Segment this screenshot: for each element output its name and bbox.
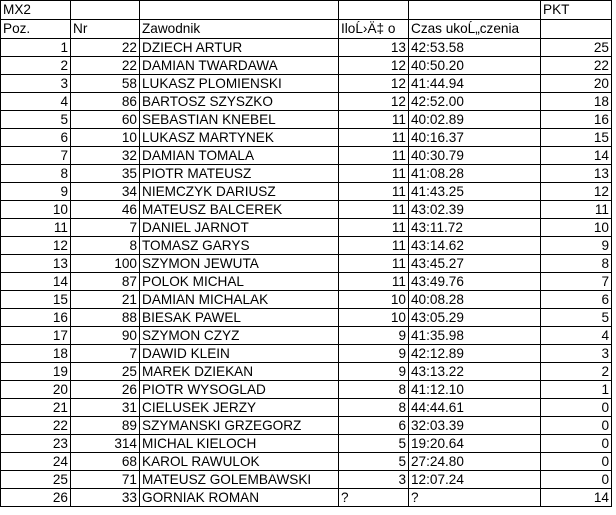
finish-time-cell[interactable]: 43:14.62 xyxy=(409,237,541,255)
number-cell[interactable]: 35 xyxy=(71,165,140,183)
finish-time-cell[interactable]: 19:20.64 xyxy=(409,435,541,453)
column-header-row xyxy=(1,20,612,39)
position-cell[interactable]: 14 xyxy=(1,273,71,291)
points-cell[interactable]: 0 xyxy=(541,417,612,435)
points-cell[interactable]: 0 xyxy=(541,471,612,489)
finish-time-cell[interactable]: 40:50.20 xyxy=(409,57,541,75)
number-cell[interactable]: 60 xyxy=(71,111,140,129)
rider-name-cell[interactable]: DAWID KLEIN xyxy=(140,345,339,363)
finish-time-cell[interactable]: 41:44.94 xyxy=(409,75,541,93)
position-cell[interactable]: 11 xyxy=(1,219,71,237)
finish-time-cell[interactable]: 44:44.61 xyxy=(409,399,541,417)
table-row xyxy=(1,363,612,381)
empty-cell[interactable] xyxy=(541,20,612,39)
laps-cell[interactable]: 12 xyxy=(339,57,409,75)
finish-time-cell[interactable]: 42:12.89 xyxy=(409,345,541,363)
position-cell[interactable]: 1 xyxy=(1,39,71,57)
position-cell[interactable]: 18 xyxy=(1,345,71,363)
points-cell[interactable]: 6 xyxy=(541,291,612,309)
rider-name-cell[interactable]: TOMASZ GARYS xyxy=(140,237,339,255)
position-cell[interactable]: 5 xyxy=(1,111,71,129)
table-row xyxy=(1,75,612,93)
table-row xyxy=(1,345,612,363)
finish-time-cell[interactable]: 32:03.39 xyxy=(409,417,541,435)
finish-time-cell[interactable]: 40:30.79 xyxy=(409,147,541,165)
rider-name-cell[interactable]: SZYMANSKI GRZEGORZ xyxy=(140,417,339,435)
laps-cell[interactable]: 6 xyxy=(339,417,409,435)
table-row xyxy=(1,237,612,255)
rider-name-cell[interactable]: DANIEL JARNOT xyxy=(140,219,339,237)
finish-time-cell[interactable]: 43:45.27 xyxy=(409,255,541,273)
number-cell[interactable]: 26 xyxy=(71,381,140,399)
laps-cell[interactable]: 8 xyxy=(339,381,409,399)
number-cell[interactable]: 32 xyxy=(71,147,140,165)
rider-name-cell[interactable]: DZIECH ARTUR xyxy=(140,39,339,57)
number-cell[interactable]: 33 xyxy=(71,489,140,507)
number-cell[interactable]: 7 xyxy=(71,219,140,237)
number-cell[interactable]: 8 xyxy=(71,237,140,255)
rider-name-cell[interactable]: DAMIAN TWARDAWA xyxy=(140,57,339,75)
rider-name-cell[interactable]: DAMIAN MICHALAK xyxy=(140,291,339,309)
position-cell[interactable]: 17 xyxy=(1,327,71,345)
laps-cell[interactable]: 11 xyxy=(339,219,409,237)
finish-time-cell[interactable]: 41:35.98 xyxy=(409,327,541,345)
laps-cell[interactable]: 13 xyxy=(339,39,409,57)
points-cell[interactable]: 0 xyxy=(541,453,612,471)
rider-name-cell[interactable]: MATEUSZ GOLEMBAWSKI xyxy=(140,471,339,489)
laps-cell[interactable]: 11 xyxy=(339,165,409,183)
table-row xyxy=(1,219,612,237)
empty-cell[interactable] xyxy=(339,1,409,20)
table-row xyxy=(1,435,612,453)
position-cell[interactable]: 7 xyxy=(1,147,71,165)
position-cell[interactable]: 21 xyxy=(1,399,71,417)
points-cell[interactable]: 12 xyxy=(541,183,612,201)
table-row xyxy=(1,111,612,129)
laps-cell[interactable]: ? xyxy=(339,489,409,507)
points-cell[interactable]: 1 xyxy=(541,381,612,399)
finish-time-cell[interactable]: 40:08.28 xyxy=(409,291,541,309)
rider-name-cell[interactable]: BARTOSZ SZYSZKO xyxy=(140,93,339,111)
number-cell[interactable]: 22 xyxy=(71,57,140,75)
number-cell[interactable]: 22 xyxy=(71,39,140,57)
header-laps[interactable]: IloĹ›Ä‡ o xyxy=(339,20,409,39)
rider-name-cell[interactable]: MAREK DZIEKAN xyxy=(140,363,339,381)
position-cell[interactable]: 24 xyxy=(1,453,71,471)
rider-name-cell[interactable]: LUKASZ MARTYNEK xyxy=(140,129,339,147)
laps-cell[interactable]: 11 xyxy=(339,237,409,255)
position-cell[interactable]: 15 xyxy=(1,291,71,309)
position-cell[interactable]: 12 xyxy=(1,237,71,255)
points-cell[interactable]: 16 xyxy=(541,111,612,129)
table-row xyxy=(1,417,612,435)
points-cell[interactable]: 3 xyxy=(541,345,612,363)
position-cell[interactable]: 25 xyxy=(1,471,71,489)
rider-name-cell[interactable]: PIOTR MATEUSZ xyxy=(140,165,339,183)
position-cell[interactable]: 4 xyxy=(1,93,71,111)
rider-name-cell[interactable]: NIEMCZYK DARIUSZ xyxy=(140,183,339,201)
finish-time-cell[interactable]: 12:07.24 xyxy=(409,471,541,489)
header-nr[interactable]: Nr xyxy=(71,20,140,39)
laps-cell[interactable]: 9 xyxy=(339,345,409,363)
finish-time-cell[interactable]: 43:05.29 xyxy=(409,309,541,327)
finish-time-cell[interactable]: 43:02.39 xyxy=(409,201,541,219)
finish-time-cell[interactable]: 27:24.80 xyxy=(409,453,541,471)
table-row xyxy=(1,309,612,327)
position-cell[interactable]: 16 xyxy=(1,309,71,327)
table-row xyxy=(1,453,612,471)
laps-cell[interactable]: 11 xyxy=(339,255,409,273)
laps-cell[interactable]: 11 xyxy=(339,147,409,165)
position-cell[interactable]: 23 xyxy=(1,435,71,453)
position-cell[interactable]: 20 xyxy=(1,381,71,399)
table-row xyxy=(1,39,612,57)
rider-name-cell[interactable]: LUKASZ PLOMIENSKI xyxy=(140,75,339,93)
finish-time-cell[interactable]: 41:08.28 xyxy=(409,165,541,183)
position-cell[interactable]: 10 xyxy=(1,201,71,219)
empty-cell[interactable] xyxy=(71,1,140,20)
number-cell[interactable]: 314 xyxy=(71,435,140,453)
finish-time-cell[interactable]: 40:16.37 xyxy=(409,129,541,147)
points-cell[interactable]: 22 xyxy=(541,57,612,75)
number-cell[interactable]: 25 xyxy=(71,363,140,381)
laps-cell[interactable]: 11 xyxy=(339,129,409,147)
category-row xyxy=(1,1,612,20)
finish-time-cell[interactable]: 41:12.10 xyxy=(409,381,541,399)
number-cell[interactable]: 21 xyxy=(71,291,140,309)
table-row xyxy=(1,147,612,165)
table-row xyxy=(1,165,612,183)
rider-name-cell[interactable]: POLOK MICHAL xyxy=(140,273,339,291)
table-row xyxy=(1,489,612,507)
points-cell[interactable]: 4 xyxy=(541,327,612,345)
position-cell[interactable]: 22 xyxy=(1,417,71,435)
position-cell[interactable]: 26 xyxy=(1,489,71,507)
number-cell[interactable]: 34 xyxy=(71,183,140,201)
points-cell[interactable]: 0 xyxy=(541,399,612,417)
number-cell[interactable]: 89 xyxy=(71,417,140,435)
number-cell[interactable]: 100 xyxy=(71,255,140,273)
points-cell[interactable]: 25 xyxy=(541,39,612,57)
number-cell[interactable]: 86 xyxy=(71,93,140,111)
table-row xyxy=(1,93,612,111)
laps-cell[interactable]: 11 xyxy=(339,183,409,201)
finish-time-cell[interactable]: 40:02.89 xyxy=(409,111,541,129)
points-cell[interactable]: 2 xyxy=(541,363,612,381)
finish-time-cell[interactable]: 43:49.76 xyxy=(409,273,541,291)
number-cell[interactable]: 88 xyxy=(71,309,140,327)
table-row xyxy=(1,255,612,273)
points-cell[interactable]: 10 xyxy=(541,219,612,237)
number-cell[interactable]: 7 xyxy=(71,345,140,363)
finish-time-cell[interactable]: 41:43.25 xyxy=(409,183,541,201)
position-cell[interactable]: 6 xyxy=(1,129,71,147)
number-cell[interactable]: 31 xyxy=(71,399,140,417)
header-poz[interactable]: Poz. xyxy=(1,20,71,39)
points-cell[interactable]: 9 xyxy=(541,237,612,255)
table-row xyxy=(1,129,612,147)
number-cell[interactable]: 58 xyxy=(71,75,140,93)
points-cell[interactable]: 11 xyxy=(541,201,612,219)
empty-cell[interactable] xyxy=(409,1,541,20)
rider-name-cell[interactable]: SZYMON CZYZ xyxy=(140,327,339,345)
category-cell[interactable]: MX2 xyxy=(1,1,71,20)
points-cell[interactable]: 15 xyxy=(541,129,612,147)
rider-name-cell[interactable]: PIOTR WYSOGLAD xyxy=(140,381,339,399)
points-cell[interactable]: 0 xyxy=(541,435,612,453)
laps-cell[interactable]: 8 xyxy=(339,399,409,417)
rider-name-cell[interactable]: SEBASTIAN KNEBEL xyxy=(140,111,339,129)
number-cell[interactable]: 68 xyxy=(71,453,140,471)
number-cell[interactable]: 90 xyxy=(71,327,140,345)
table-row xyxy=(1,471,612,489)
laps-cell[interactable]: 12 xyxy=(339,75,409,93)
position-cell[interactable]: 8 xyxy=(1,165,71,183)
rider-name-cell[interactable]: KAROL RAWULOK xyxy=(140,453,339,471)
table-row xyxy=(1,399,612,417)
rider-name-cell[interactable]: DAMIAN TOMALA xyxy=(140,147,339,165)
laps-cell[interactable]: 9 xyxy=(339,327,409,345)
position-cell[interactable]: 13 xyxy=(1,255,71,273)
table-row xyxy=(1,381,612,399)
header-zawodnik[interactable]: Zawodnik xyxy=(140,20,339,39)
table-row xyxy=(1,57,612,75)
position-cell[interactable]: 2 xyxy=(1,57,71,75)
pkt-title-cell[interactable]: PKT xyxy=(541,1,612,20)
finish-time-cell[interactable]: 43:11.72 xyxy=(409,219,541,237)
laps-cell[interactable]: 5 xyxy=(339,453,409,471)
rider-name-cell[interactable]: GORNIAK ROMAN xyxy=(140,489,339,507)
laps-cell[interactable]: 9 xyxy=(339,363,409,381)
header-time[interactable]: Czas ukoĹ„czenia xyxy=(409,20,541,39)
rider-name-cell[interactable]: MICHAL KIELOCH xyxy=(140,435,339,453)
laps-cell[interactable]: 10 xyxy=(339,291,409,309)
points-cell[interactable]: 14 xyxy=(541,489,612,507)
position-cell[interactable]: 9 xyxy=(1,183,71,201)
laps-cell[interactable]: 3 xyxy=(339,471,409,489)
table-row xyxy=(1,183,612,201)
finish-time-cell[interactable]: 42:52.00 xyxy=(409,93,541,111)
empty-cell[interactable] xyxy=(140,1,339,20)
points-cell[interactable]: 13 xyxy=(541,165,612,183)
points-cell[interactable]: 20 xyxy=(541,75,612,93)
points-cell[interactable]: 5 xyxy=(541,309,612,327)
laps-cell[interactable]: 11 xyxy=(339,273,409,291)
table-row xyxy=(1,291,612,309)
points-cell[interactable]: 18 xyxy=(541,93,612,111)
laps-cell[interactable]: 11 xyxy=(339,201,409,219)
number-cell[interactable]: 87 xyxy=(71,273,140,291)
laps-cell[interactable]: 11 xyxy=(339,111,409,129)
rider-name-cell[interactable]: MATEUSZ BALCEREK xyxy=(140,201,339,219)
points-cell[interactable]: 7 xyxy=(541,273,612,291)
position-cell[interactable]: 19 xyxy=(1,363,71,381)
points-cell[interactable]: 8 xyxy=(541,255,612,273)
laps-cell[interactable]: 5 xyxy=(339,435,409,453)
table-row xyxy=(1,201,612,219)
finish-time-cell[interactable]: 43:13.22 xyxy=(409,363,541,381)
position-cell[interactable]: 3 xyxy=(1,75,71,93)
table-row xyxy=(1,327,612,345)
rider-name-cell[interactable]: SZYMON JEWUTA xyxy=(140,255,339,273)
rider-name-cell[interactable]: CIELUSEK JERZY xyxy=(140,399,339,417)
laps-cell[interactable]: 12 xyxy=(339,93,409,111)
finish-time-cell[interactable]: ? xyxy=(409,489,541,507)
table-row xyxy=(1,273,612,291)
number-cell[interactable]: 46 xyxy=(71,201,140,219)
finish-time-cell[interactable]: 42:53.58 xyxy=(409,39,541,57)
number-cell[interactable]: 71 xyxy=(71,471,140,489)
number-cell[interactable]: 10 xyxy=(71,129,140,147)
points-cell[interactable]: 14 xyxy=(541,147,612,165)
laps-cell[interactable]: 10 xyxy=(339,309,409,327)
rider-name-cell[interactable]: BIESAK PAWEL xyxy=(140,309,339,327)
